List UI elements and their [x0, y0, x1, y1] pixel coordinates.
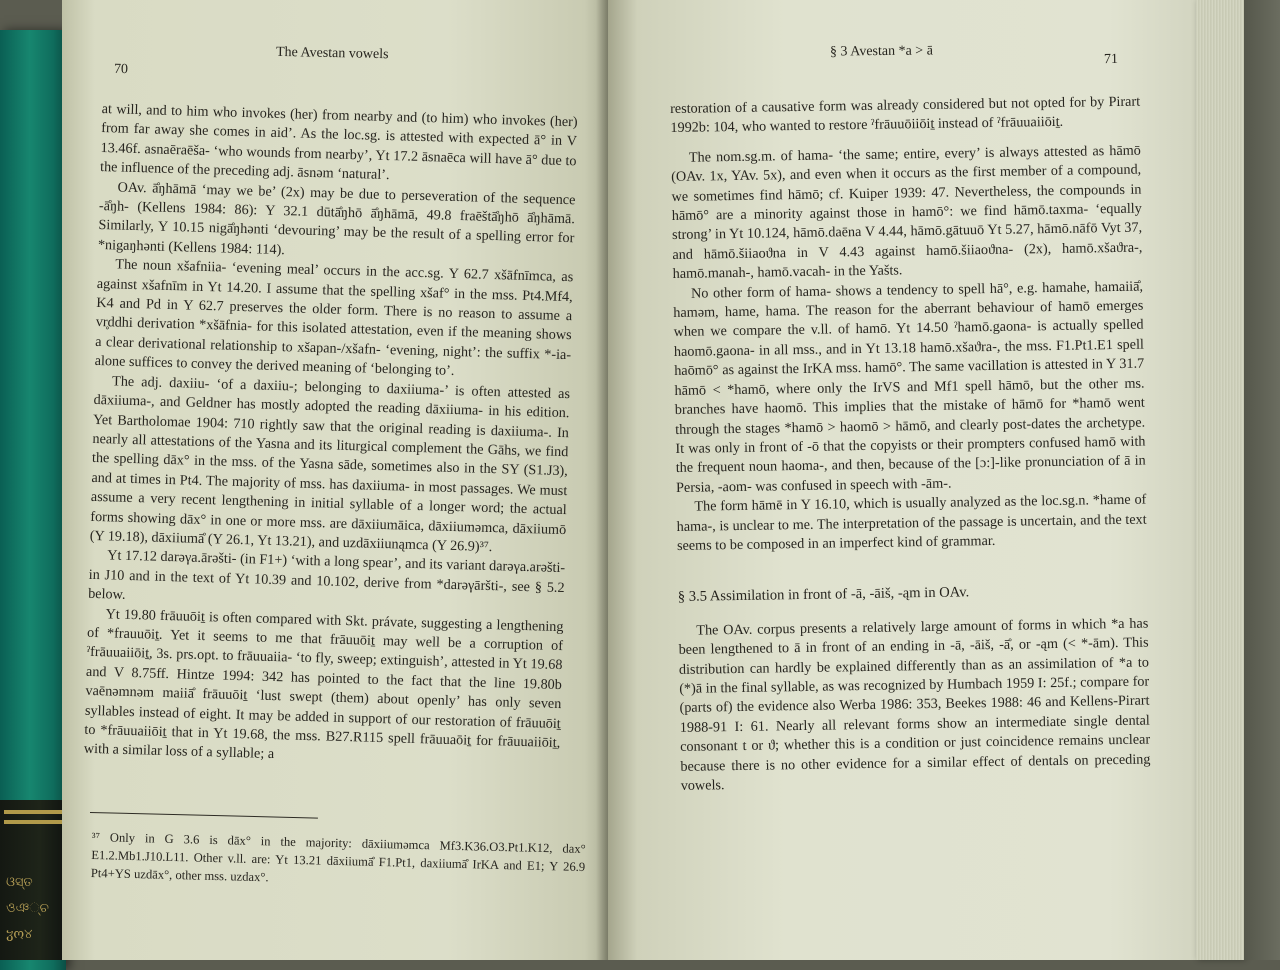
right-page [608, 0, 1198, 960]
paragraph: Yt 19.80 frāuuōiṯ is often compared with Skt. právate, suggesting a lengthening of *frauuōiṯ. Yet it seems to me that frāuuōiṯ may well be a corruption of ˀfrāuuaiiōiṯ, 3s. prs.opt. to frāuuaiia- ‘to fly, sweep; extinguish’, attested in Yt 19.68 and V 8.75ff. Hintze 1994: 342 has pointed to the fact that the line 19.80b vaēnəmnəm maiiā̊ frāuuōiṯ ‘lust swept (them) about openly’ has only seven syllables instead of eight. It may be added in support of our restoration of frāuuōiṯ to *frāuuaiiōiṯ that in Yt 19.68, the mss. B27.R115 spell frāuuaōiṯ for frāuuaiiōiṯ, with a similar loss of a syllable; a [83, 605, 564, 763]
paragraph: The noun xšafniia- ‘evening meal’ occurs in the acc.sg. Y 62.7 xšāfnīmca, as against xšafnīm in Yt 14.20. I assume that the spelling xšaf° in the mss. Pt4.Mf4, K4 and Pd in Y 62.7 preserves the older form. There is no reason to assume a vr̥ddhi derivation *xšāfnia- for this isolated attestation, even if the meaning shows a clear derivational relationship to xšapan-/xšafn- ‘evening, night’: the suffix *-ia- alone suffices to convey the derived meaning of ‘belonging to’. [94, 256, 574, 380]
spine-gold-band [4, 810, 62, 814]
paragraph: OAv. ā̊ŋhāmā ‘may we be’ (2x) may be due to perseveration of the sequence -ā̊ŋh- (Kellens 1984: 86): Y 32.1 dūtā̊ŋhō ā̊ŋhāmā, 49.8 fraēštā̊ŋhō ā̊ŋhāmā. Similarly, Y 10.15 nigā̊ŋhənti ‘devouring’ may be the result of a spelling error for *nigaŋhənti (Kellens 1984: 114). [97, 179, 576, 259]
page-number: 70 [113, 61, 129, 78]
spine-line: ଓସ୍ତ [6, 875, 33, 890]
paragraph: The OAv. corpus presents a relatively large amount of forms in which *a has been lengthened to ā in front of an ending in -ā, -āiš, -ā̊, or -ąm (< *-ām). This distribution can hardly be explained differently than as an assimilation of *a to (*)ā in the final syllable, as was recognized by Humbach 1959 I: 25f.; compare for (parts of) the evidence also Werba 1986: 353, Beekes 1988: 46 and Kellens-Pirart 1988-91 I: 61. Nearly all relevant forms show an intermediate single dental consonant t or ϑ; whether this is a condition or just coincidence remains unclear because there is no other evidence for a similar effect of dentals on preceding vowels. [678, 615, 1151, 794]
paragraph: The nom.sg.m. of hama- ‘the same; entire, every’ is always attested as hāmō (OAv. 1x, YAv. 5x), and even when it occurs as the first member of a compound, we sometimes find hāmō; cf. Kuiper 1939: 47. Nevertheless, the compounds in hāmō° are a minority against those in hamō°: we find hāmō.taxma- ‘equally strong’ in Yt 10.124, hāmō.daēna V 4.44, hāmō.gātuuō Yt 5.27, hāmō.nāfō Vyt 37, and hāmō.šiiaoϑna in V 4.43 against hamō.šiiaoϑna- (2x), hamō.xšaϑra-, hamō.manah-, hamō.vacah- in the Yašts. [671, 142, 1143, 283]
body-text [84, 100, 578, 773]
paragraph: at will, and to him who invokes (her) from nearby and (to him) who invokes (her) from far away she comes in aid’. As the loc.sg. is attested with expected ā° in V 13.46f. asnaēraēša- ‘who wounds from nearby’, Yt 17.2 āsnaēca will have ā° due to the influence of the preceding adj. āsnəm ‘natural’. [99, 100, 578, 184]
paragraph: restoration of a causative form was already considered but not opted for by Pirart 1992b: 104, who wanted to restore ˀfrāuuōiiōiṯ instead of ˀfrāuuaiiōiṯ. [670, 93, 1141, 137]
paragraph: The adj. daxiiu- ‘of a daxiiu-; belonging to daxiiuma-’ is often attested as dāxiiuma-, and Geldner has mostly adopted the reading dāxiiuma- in his edition. Yet Bartholomae 1904: 710 rightly saw that the original reading is daxiiuma-. In nearly all attestations of the Yasna and its liturgical complement the Gāhs, we find the spelling dāx° in the mss. of the Yasna sāde, sometimes also in the SY (S1.J3), and at times in Pt4. The majority of mss. has daxiiuma- in most passages. We must assume a very recent lengthening in initial syllable of a longer word; the actual forms showing dāx° in one or more mss. are dāxiiumāica, dāxiiuməmca, dāxiiumō (Y 19.18), dāxiiumā̊ (Y 26.1, Yt 13.21), and uzdāxiiunąmca (Y 26.9)³⁷. [89, 373, 571, 556]
paragraph: The form hāmē in Y 16.10, which is usually analyzed as the loc.sg.n. *hame of hama-, is unclear to me. The interpretation of the passage is uncertain, and the text seems to be composed in an imperfect kind of grammar. [676, 491, 1147, 554]
running-head: § 3 Avestan *a > ā [829, 43, 933, 60]
spine-line: ჳო୪ [6, 927, 33, 942]
left-page [62, 0, 612, 960]
spine-line: ওঞ୍ଚ [6, 901, 49, 916]
footnote-rule [90, 812, 318, 819]
footnote-text: ³⁷ Only in G 3.6 is dāx° in the majority: dāxiiuməmca Mf3.K36.O3.Pt1.K12, dax° E1.2.Mb1.J10.L11. Other v.ll. are: Yt 13.21 dāxiiumā̊ F1.Pt1, daxiiumā̊ IrKA and E1; Y 26.9 Pt4+YS uzdāx°, other mss. uzdax°. [90, 829, 586, 885]
page-number: 71 [1103, 51, 1119, 68]
paragraph: No other form of hama- shows a tendency to spell hā°, e.g. hamahe, hamaiiā̊, haməm, hame, hama. The reason for the aberrant behaviour of hamō emerges when we compare the v.ll. of hamō. Yt 14.50 ˀhamō.gaona- is actually spelled haomō.gaona- in all mss., and in Yt 13.18 hamō.xšaϑra-, the mss. F1.Pt1.E1 spell haōmō° as against the IrKA mss. hamō°. The same vacillation is attested in Y 31.7 hāmō < *hamō, where only the IrVS and Mf1 spell hāmō, but the other ms. branches have haomō. This implies that the mistake of hāmō for *hamō went through the stages *hamō > haomō > hāmō, and clearly post-dates the archetype. It was only in front of -ō that the copyists or their prompters confused hamō with the frequent noun haoma-, and then, because of the [ɔ:]-like pronunciation of ā in Persia, -aom- was confused in speech with -ām-. [673, 278, 1146, 496]
table-surface [1244, 0, 1280, 960]
page-edges [1196, 0, 1244, 960]
footnote [91, 828, 586, 894]
spine-lettering [6, 870, 62, 948]
running-head: The Avestan vowels [275, 44, 389, 63]
paragraph: Yt 17.12 darəγa.ārəšti- (in F1+) ‘with a long spear’, and its variant darəγa.arəšti- in J10 and in the text of Yt 10.39 and 10.102, derive from *darəγāršti-, see § 5.2 below. [87, 547, 566, 604]
spine-gold-band [4, 820, 62, 824]
body-text [670, 93, 1151, 797]
section-heading: § 3.5 Assimilation in front of -ā, -āiš, -ąm in OAv. [677, 584, 970, 606]
